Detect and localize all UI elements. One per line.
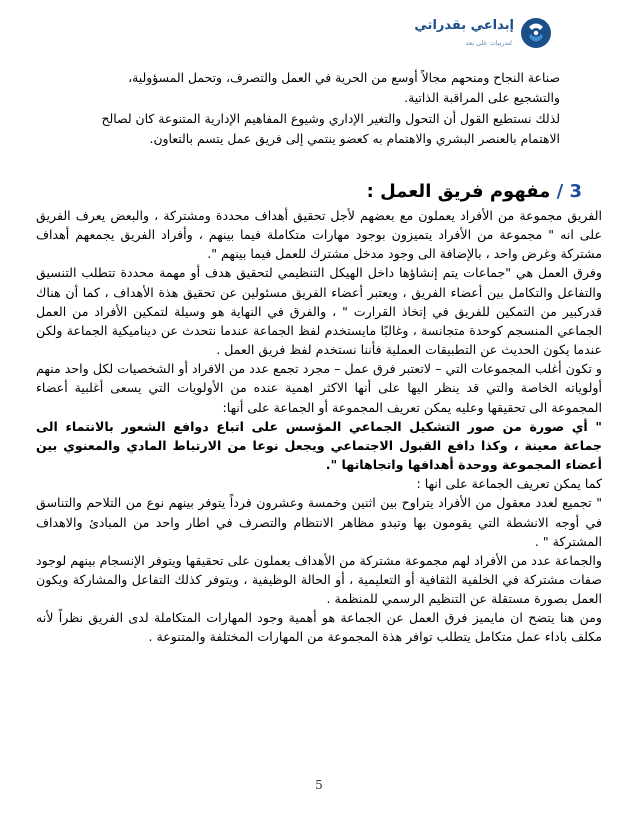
section-heading [42, 180, 582, 204]
paragraph-group-quote: " أي صورة من صور التشكيل الجماعي المؤسس على اتباع دوافع الشعور بالانتماء الى جماعة معينة ، وكذا دافع القبول الاجتماعي ويجعل نوعا من الارتباط المادي والمعنوي بين أعضاء المجموعة ووحدة أهدافها واتجاهاتها ". [36, 418, 602, 473]
paragraph-group-members: والجماعة عدد من الأفراد لهم مجموعة مشتركة من الأهداف يعملون على تحقيقها ويتوفر الإنسجام بينهم لوجود صفات مشتركة في الخلفية الثقافية أو التعليمية ، أو الحالة الوظيفية ، ويتوفر كذلك التفاعل والمشاركة ويكون العمل بصورة مستقلة عن التنظيم الرسمي للمنظمة . [36, 552, 602, 607]
section-number: 3 [569, 181, 582, 202]
paragraph-group-quote-2: " تجميع لعدد معقول من الأفراد يتراوح بين اثنين وخمسة وعشرون فرداً يتوفر بينهم نوع من التلاحم والتناسق في أوجه الانشطة التي يقومون بها وتبدو مظاهر الانتظام والتصرف في اطار واحد من المبادئ والاهداف المشتركة " . [36, 495, 602, 549]
page-number: 5 [315, 778, 323, 792]
paragraph-group-def-intro: كما يمكن تعريف الجماعة على انها : [416, 476, 602, 492]
logo-name: إبداعي بقدراتي [414, 18, 514, 33]
logo-tagline: لتدريبات على بعد [465, 39, 512, 47]
paragraph-groups: و تكون أغلب المجموعات التي – لاتعتبر فرق عمل – مجرد تجمع عدد من الافراد أو الشخصيات لكل واحد منهم أولوياته الخاصة والتي قد ينظر اليها على أنها الاكثر اهمية عنده من الأولويات التي يسعى أغلبية أعضاء المجموعة الى تحقيقها وعليه يمكن تعريف المجموعة أو الجماعة على أنها: [36, 361, 602, 415]
brand-logo [407, 14, 552, 54]
section-separator: / [556, 181, 564, 202]
section-colon: : [366, 181, 374, 202]
logo-mark-icon [520, 16, 552, 50]
section-body [36, 206, 602, 647]
intro-paragraph-1: صناعة النجاح ومنحهم مجالاً أوسع من الحرية في العمل والتصرف، وتحمل المسؤولية، والتشجيع على المراقبة الذاتية. [128, 70, 560, 106]
intro-text [80, 68, 560, 149]
paragraph-definition: الفريق مجموعة من الأفراد يعملون مع بعضهم لأجل تحقيق أهداف محددة ومشتركة ، والبعض يعرف الفريق على انه " مجموعة من الأفراد يتميزون بوجود مهارات متكاملة فيما بينهم ، وأفراد الفريق يجمعهم أهداف مشتركة وغرض واحد ، بالإضافة الى وجود مدخل مشترك للعمل فيما بينهم ". [36, 208, 602, 262]
section-title: مفهوم فريق العمل [380, 181, 551, 202]
paragraph-conclusion: ومن هنا يتضح ان مايميز فرق العمل عن الجماعة هو أهمية وجود المهارات المتكاملة لدى الفريق نظراً لأنه مكلف باداء عمل متكامل يتطلب توافر هذة المجموعة من المهارات المختلفة والمتنوعة . [36, 610, 602, 645]
intro-paragraph-2: لذلك نستطيع القول أن التحول والتغير الإداري وشيوع المفاهيم الإدارية المتنوعة كان لصالح الاهتمام بالعنصر البشري والاهتمام به كعضو ينتمي إلى فريق عمل يتسم بالتعاون. [101, 110, 560, 146]
paragraph-work-teams: وفرق العمل هي "جماعات يتم إنشاؤها داخل الهيكل التنظيمي لتحقيق هدف أو مهمة محددة تتطلب التنسيق والتفاعل والتكامل بين أعضاء الفريق ، ويعتبر أعضاء الفريق مسئولين عن تحقيق هذة الأهداف ، كما أن هناك قدركبير من التمكين للفريق في إتخاذ القرارت " ، والفرق في النهاية هو وسيلة لتمكين الأفراد من العمل الجماعي المنسجم كوحدة متجانسة ، وغالبًا مايستخدم لفظ الجماعة عندما نتحدث عن ديناميكية الجماعة ولكن عندما يكون الحديث عن التطبيقات العملية فأننا نستخدم لفظ فريق العمل . [36, 265, 602, 358]
